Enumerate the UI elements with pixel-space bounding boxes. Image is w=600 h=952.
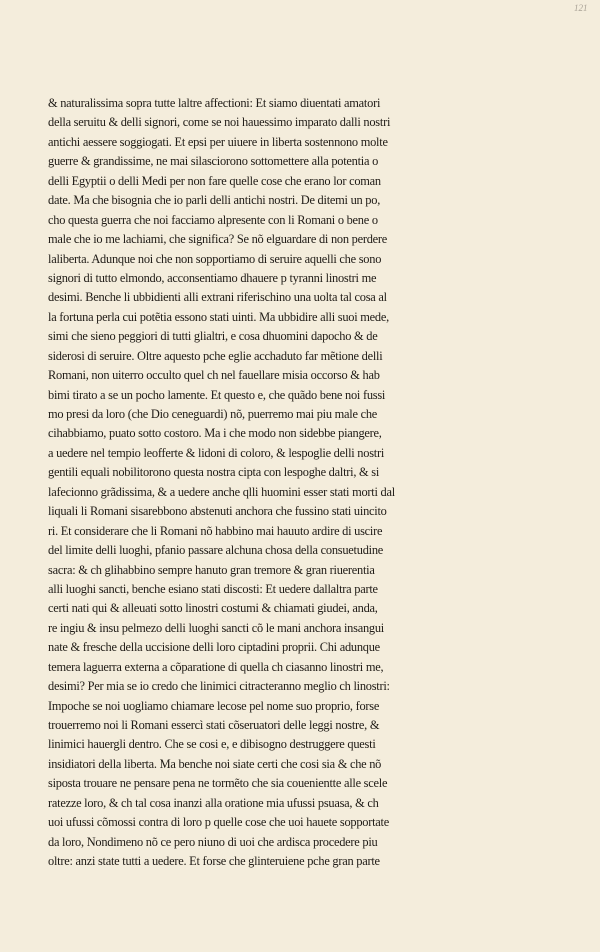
- text-line: a uedere nel tempio leofferte & lidoni di coloro, & lespoglie delli nostri: [48, 445, 385, 460]
- text-line: cihabbiamo, puato sotto costoro. Ma i che modo non sidebbe piangere,: [48, 426, 382, 441]
- text-line: Impoche se noi uogliamo chiamare lecose pel nome suo proprio, forse: [48, 698, 380, 713]
- text-line: uoi ufussi cõmossi contra di loro p quelle cose che uoi hauete sopportate: [48, 815, 389, 830]
- text-line: nate & fresche della uccisione delli loro ciptadini proprii. Chi adunque: [48, 640, 380, 655]
- text-line: da loro, Nondimeno nõ ce pero niuno di uoi che ardisca procedere piu: [48, 834, 378, 849]
- text-block: [48, 94, 476, 872]
- text-line: guerre & grandissime, ne mai silasciorono sottomettere alla potentia o: [48, 154, 379, 169]
- text-line: della seruitu & delli signori, come se noi hauessimo imparato dalli nostri: [48, 115, 391, 130]
- text-line: la fortuna perla cui potẽtia essono stati uinti. Ma ubbidire alli suoi mede,: [48, 309, 389, 324]
- folio-number: 121: [574, 3, 588, 13]
- text-line: bimi tirato a se un pocho lamente. Et questo e, che quãdo bene noi fussi: [48, 387, 386, 402]
- text-line: antichi aessere soggiogati. Et epsi per uiuere in liberta sostennono molte: [48, 134, 388, 149]
- text-line: oltre: anzi state tutti a uedere. Et forse che glinteruiene pche gran parte: [48, 854, 380, 869]
- text-line: male che io me lachiami, che significa? Se nõ elguardare di non perdere: [48, 232, 388, 247]
- text-line: desimi? Per mia se io credo che linimici citracteranno meglio ch linostri:: [48, 679, 390, 694]
- text-line: & naturalissima sopra tutte laltre affectioni: Et siamo diuentati amatori: [48, 96, 381, 110]
- text-line: certi nati qui & alleuati sotto linostri costumi & chiamati giudei, anda,: [48, 601, 378, 616]
- text-line: mo presi da loro (che Dio ceneguardi) nõ, puerremo mai piu male che: [48, 407, 378, 421]
- text-line: ri. Et considerare che li Romani nõ habbino mai hauuto ardire di uscire: [48, 523, 383, 538]
- text-line: date. Ma che bisognia che io parli delli antichi nostri. De ditemi un po,: [48, 193, 381, 208]
- text-line: simi che sieno peggiori di tutti glialtri, e cosa dhuomini dapocho & de: [48, 329, 378, 344]
- text-line: temera laguerra externa a cõparatione di quella ch ciasanno linostri me,: [48, 659, 384, 674]
- text-line: re ingiu & insu pelmezo delli luoghi sancti cõ le mani anchora insangui: [48, 620, 384, 635]
- text-line: alli luoghi sancti, benche esiano stati discosti: Et uedere dallaltra parte: [48, 581, 378, 596]
- text-line: signori di tutto elmondo, acconsentiamo dhauere p tyranni linostri me: [48, 270, 377, 285]
- text-line: Romani, non uiterro occulto quel ch nel fauellare misia occorso & hab: [48, 368, 380, 383]
- text-line: trouerremo noi li Romani essercì stati cõseruatori delle leggi nostre, &: [48, 718, 380, 732]
- text-line: gentili equali nobilitorono questa nostra cipta con lespoghe daltri, & si: [48, 465, 380, 480]
- text-line: siposta trouare ne pensare pena ne tormẽto che sia couenientte alle scele: [48, 776, 388, 791]
- text-line: laliberta. Adunque noi che non sopportiamo di seruire aquelli che sono: [48, 251, 382, 266]
- text-line: linimici hauergli dentro. Che se cosi e, e dibisogno destruggere questi: [48, 737, 376, 752]
- text-line: lafecionno grãdissima, & a uedere anche qlli huomini esser stati morti dal: [48, 484, 395, 499]
- text-line: cho questa guerra che noi facciamo alpresente con li Romani o bene o: [48, 212, 378, 227]
- text-line: del limite delli luoghi, pfanio passare alchuna chosa della consuetudine: [48, 543, 384, 558]
- text-line: liquali li Romani sisarebbono abstenuti anchora che fussino stati uincito: [48, 504, 387, 519]
- text-line: delli Egyptii o delli Medi per non fare quelle cose che erano lor coman: [48, 173, 381, 188]
- text-line: ratezze loro, & ch tal cosa inanzi alla oratione mia ufussi psuasa, & ch: [48, 795, 379, 810]
- text-line: insidiatori della liberta. Ma benche noi siate certi che cosi sia & che nõ: [48, 756, 382, 771]
- text-line: siderosi di seruire. Oltre aquesto pche eglie acchaduto far mẽtione delli: [48, 348, 383, 363]
- text-line: sacra: & ch glihabbino sempre hanuto gran tremore & gran riuerentia: [48, 562, 375, 577]
- text-line: desimi. Benche li ubbidienti alli extrani riferischino una uolta tal cosa al: [48, 290, 387, 305]
